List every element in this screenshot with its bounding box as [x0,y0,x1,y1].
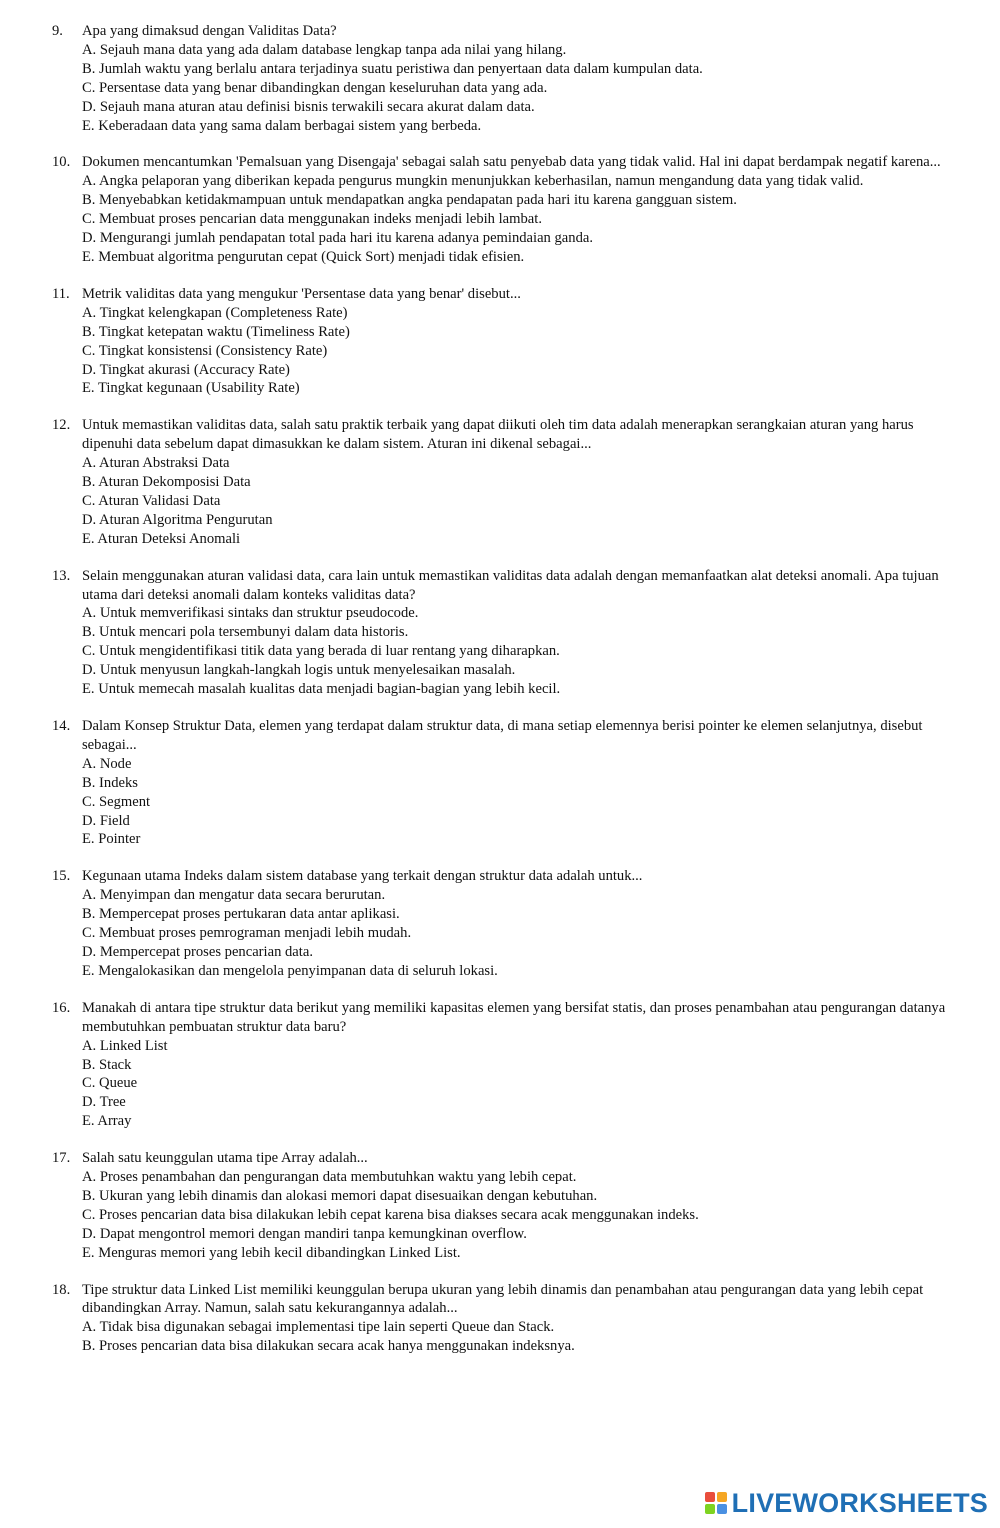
question-body [82,717,954,849]
question-number: 10. [52,154,71,171]
question-number: 17. [52,1150,71,1167]
answer-option: B. Ukuran yang lebih dinamis dan alokasi memori dapat disesuaikan dengan kebutuhan. [82,1187,598,1204]
answer-options [82,1318,954,1356]
question-number: 16. [52,999,71,1016]
answer-options [82,1168,954,1263]
question-list [0,22,1000,1374]
question-number: 11. [52,285,70,302]
answer-option: B. Jumlah waktu yang berlalu antara terjadinya suatu peristiwa dan penyertaan data dalam kumpulan data. [82,60,703,77]
question-body [82,22,954,135]
question-body [82,153,954,266]
question-body [82,1281,954,1357]
answer-option: D. Sejauh mana aturan atau definisi bisnis terwakili secara akurat dalam data. [82,98,535,115]
question-item [0,999,1000,1131]
answer-option: E. Array [82,1113,132,1130]
answer-option: A. Untuk memverifikasi sintaks dan struktur pseudocode. [82,605,419,622]
question-item [0,867,1000,980]
answer-option: C. Untuk mengidentifikasi titik data yang berada di luar rentang yang diharapkan. [82,643,560,660]
liveworksheets-logo-icon [704,1491,728,1515]
answer-option: A. Node [82,755,132,772]
answer-options [82,755,954,850]
answer-option: E. Untuk memecah masalah kualitas data menjadi bagian-bagian yang lebih kecil. [82,681,561,698]
question-text: Selain menggunakan aturan validasi data, cara lain untuk memastikan validitas data adalah dengan memanfaatkan alat deteksi anomali. Apa tujuan utama dari deteksi anomali dalam konteks validitas data? [82,567,939,603]
answer-options [82,454,954,549]
question-number: 18. [52,1281,71,1298]
answer-option: B. Aturan Dekomposisi Data [82,474,251,491]
answer-option: A. Aturan Abstraksi Data [82,455,230,472]
answer-option: A. Sejauh mana data yang ada dalam database lengkap tanpa ada nilai yang hilang. [82,41,567,58]
question-text: Kegunaan utama Indeks dalam sistem database yang terkait dengan struktur data adalah untuk... [82,868,643,885]
answer-option: B. Indeks [82,774,138,791]
answer-option: C. Persentase data yang benar dibandingkan dengan keseluruhan data yang ada. [82,79,548,96]
question-text: Untuk memastikan validitas data, salah satu praktik terbaik yang dapat diikuti oleh tim data adalah menerapkan serangkaian aturan yang harus dipenuhi data sebelum dapat dimasukkan ke dalam sistem. Aturan ini dikenal sebagai... [82,417,914,453]
answer-option: D. Field [82,812,130,829]
question-item [0,22,1000,135]
answer-option: C. Membuat proses pencarian data menggunakan indeks menjadi lebih lambat. [82,211,542,228]
question-item [0,717,1000,849]
answer-option: D. Aturan Algoritma Pengurutan [82,511,273,528]
answer-option: A. Angka pelaporan yang diberikan kepada pengurus mungkin menunjukkan keberhasilan, namun mengandung data yang tidak valid. [82,173,864,190]
answer-options [82,1037,954,1132]
question-body [82,1149,954,1262]
question-number: 9. [52,23,63,39]
answer-option: E. Keberadaan data yang sama dalam berbagai sistem yang berbeda. [82,117,482,134]
answer-option: E. Aturan Deteksi Anomali [82,530,241,547]
answer-options [82,304,954,399]
answer-option: A. Tidak bisa digunakan sebagai implementasi tipe lain seperti Queue dan Stack. [82,1319,555,1336]
question-text: Apa yang dimaksud dengan Validitas Data? [82,23,337,39]
answer-option: D. Mempercepat proses pencarian data. [82,943,313,960]
answer-option: B. Stack [82,1056,132,1073]
question-body [82,285,954,398]
answer-option: C. Aturan Validasi Data [82,492,221,509]
answer-option: E. Membuat algoritma pengurutan cepat (Quick Sort) menjadi tidak efisien. [82,248,525,265]
answer-options [82,41,954,136]
answer-options [82,886,954,981]
question-text: Dalam Konsep Struktur Data, elemen yang terdapat dalam struktur data, di mana setiap elemennya berisi pointer ke elemen selanjutnya, disebut sebagai... [82,718,923,753]
question-item [0,1281,1000,1357]
question-body [82,999,954,1131]
answer-option: C. Segment [82,793,151,810]
question-item [0,1149,1000,1262]
question-text: Tipe struktur data Linked List memiliki keunggulan berupa ukuran yang lebih dinamis dan penambahan atau pengurangan data yang lebih cepat dibandingkan Array. Namun, salah satu kekurangannya adalah... [82,1281,924,1317]
answer-option: E. Menguras memori yang lebih kecil dibandingkan Linked List. [82,1244,461,1261]
answer-option: B. Menyebabkan ketidakmampuan untuk mendapatkan angka pendapatan pada hari itu karena gangguan sistem. [82,192,737,209]
question-text: Dokumen mencantumkan 'Pemalsuan yang Disengaja' sebagai salah satu penyebab data yang tidak valid. Hal ini dapat berdampak negatif karena... [82,154,941,171]
question-number: 14. [52,718,71,734]
question-text: Metrik validitas data yang mengukur 'Persentase data yang benar' disebut... [82,285,521,302]
question-item [0,567,1000,699]
question-body [82,416,954,548]
question-text: Salah satu keunggulan utama tipe Array adalah... [82,1150,368,1167]
answer-option: C. Proses pencarian data bisa dilakukan lebih cepat karena bisa diakses secara acak menggunakan indeks. [82,1206,699,1223]
answer-option: A. Linked List [82,1037,168,1054]
question-number: 15. [52,868,71,885]
question-body [82,567,954,699]
answer-option: A. Proses penambahan dan pengurangan data membutuhkan waktu yang lebih cepat. [82,1169,577,1186]
answer-option: A. Tingkat kelengkapan (Completeness Rate) [82,304,348,321]
answer-option: B. Mempercepat proses pertukaran data antar aplikasi. [82,906,400,923]
question-item [0,153,1000,266]
answer-option: D. Untuk menyusun langkah-langkah logis untuk menyelesaikan masalah. [82,662,516,679]
answer-option: C. Tingkat konsistensi (Consistency Rate) [82,342,328,359]
question-text: Manakah di antara tipe struktur data berikut yang memiliki kapasitas elemen yang bersifat statis, dan proses penambahan atau pengurangan datanya membutuhkan pembuatan struktur data baru? [82,999,946,1035]
answer-option: D. Mengurangi jumlah pendapatan total pada hari itu karena adanya pemindaian ganda. [82,230,593,247]
answer-option: B. Untuk mencari pola tersembunyi dalam data historis. [82,624,409,641]
answer-option: C. Queue [82,1075,138,1092]
question-item [0,416,1000,548]
answer-options [82,172,954,267]
question-number: 13. [52,567,71,584]
answer-option: D. Dapat mengontrol memori dengan mandiri tanpa kemungkinan overflow. [82,1225,527,1242]
answer-option: C. Membuat proses pemrograman menjadi lebih mudah. [82,925,412,942]
answer-option: B. Tingkat ketepatan waktu (Timeliness Rate) [82,323,350,340]
logo-text: LIVEWORKSHEETS [731,1488,988,1518]
question-item [0,285,1000,398]
liveworksheets-logo [704,1488,988,1518]
answer-option: E. Tingkat kegunaan (Usability Rate) [82,380,300,397]
answer-option: B. Proses pencarian data bisa dilakukan secara acak hanya menggunakan indeksnya. [82,1338,575,1355]
question-body [82,867,954,980]
answer-option: E. Mengalokasikan dan mengelola penyimpanan data di seluruh lokasi. [82,962,498,979]
answer-options [82,604,954,699]
answer-option: E. Pointer [82,831,141,848]
answer-option: A. Menyimpan dan mengatur data secara berurutan. [82,887,386,904]
question-number: 12. [52,417,71,434]
answer-option: D. Tree [82,1094,126,1111]
answer-option: D. Tingkat akurasi (Accuracy Rate) [82,361,290,378]
